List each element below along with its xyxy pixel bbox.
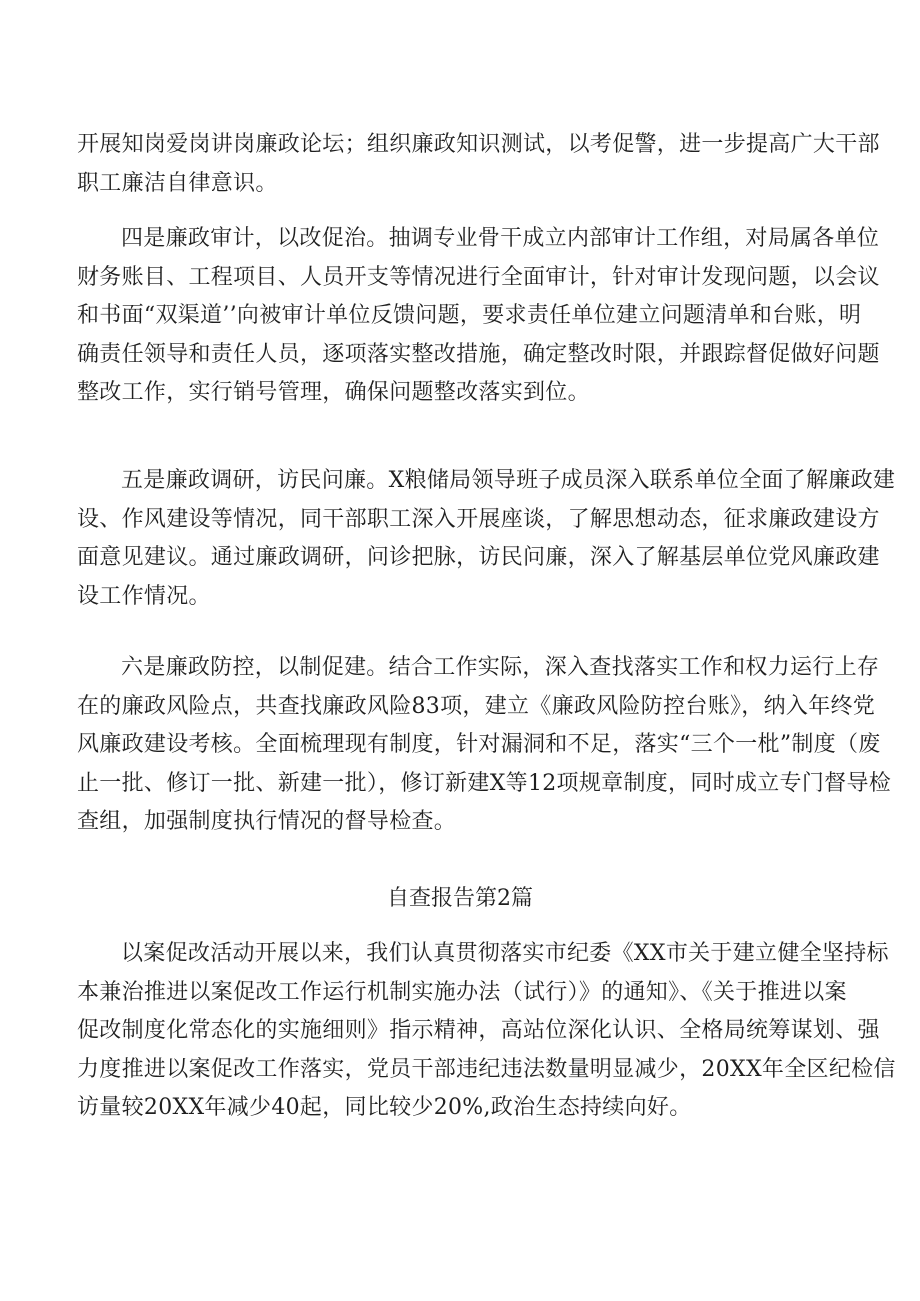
paragraph-audit xyxy=(77,220,880,413)
paragraph-line: 六是廉政防控，以制促建。结合工作实际，深入查找落实工作和权力运行上存 xyxy=(121,655,880,680)
paragraph-line: 以案促改活动开展以来，我们认真贯彻落实市纪委《XX市关于建立健全坚持标 xyxy=(121,941,889,966)
paragraph-line: 查组，加强制度执行情况的督导检查。 xyxy=(77,809,457,834)
paragraph-line: 促改制度化常态化的实施细则》指示精神，高站位深化认识、全格局统筹谋划、强 xyxy=(77,1018,880,1043)
paragraph-line: 职工廉洁自律意识。 xyxy=(77,170,278,196)
paragraph-line: 止一批、修订一批、新建一批），修订新建X等12项规章制度，同时成立专门督导检 xyxy=(77,770,892,796)
paragraph-line: 和书面“双渠道’’向被审计单位反馈问题，要求责任单位建立问题清单和台账，明 xyxy=(77,303,862,328)
paragraph-line: 整改工作，实行销号管理，确保问题整改落实到位。 xyxy=(77,380,590,405)
paragraph-line: 五是廉政调研，访民问廉。X粮储局领导班子成员深入联系单位全面了解廉政建 xyxy=(121,468,896,493)
paragraph-line: 设、作风建设等情况，同干部职工深入开展座谈，了解思想动态，征求廉政建设方 xyxy=(77,506,880,532)
paragraph-line: 本兼治推进以案促改工作运行机制实施办法（试行）》的通知》、《关于推进以案 xyxy=(77,979,847,1005)
paragraph-line: 财务账目、工程项目、人员开支等情况进行全面审计，针对审计发现问题，以会议 xyxy=(77,264,880,290)
section-heading: 自查报告第2篇 xyxy=(387,886,533,911)
paragraph-line: 访量较20XX年减少40起，同比较少20%,政治生态持续向好。 xyxy=(77,1095,692,1120)
paragraph-line: 设工作情况。 xyxy=(77,583,211,609)
paragraph-line: 在的廉政风险点，共查找廉政风险83项，建立《廉政风险防控台账》，纳入年终党 xyxy=(77,693,876,719)
paragraph-line: 四是廉政审计，以改促治。抽调专业骨干成立内部审计工作组，对局属各单位 xyxy=(121,226,880,251)
paragraph-report xyxy=(77,935,896,1128)
paragraph-line: 力度推进以案促改工作落实，党员干部违纪违法数量明显减少，20XX年全区纪检信 xyxy=(77,1056,896,1082)
paragraph-research xyxy=(77,462,896,616)
paragraph-line: 风廉政建设考核。全面梳理现有制度，针对漏洞和不足，落实“三个一枇”制度（废 xyxy=(77,732,881,757)
paragraph-line: 面意见建议。通过廉政调研，问诊把脉，访民问廉，深入了解基层单位党风廉政建 xyxy=(77,545,880,570)
paragraph-intro xyxy=(77,126,880,203)
paragraph-risk-control xyxy=(77,649,892,842)
paragraph-line: 开展知岗爱岗讲岗廉政论坛；组织廉政知识测试，以考促警，进一步提高广大干部 xyxy=(77,132,880,157)
paragraph-line: 确责任领导和责任人员，逐项落实整改措施，确定整改时限，并跟踪督促做好问题 xyxy=(77,341,880,367)
